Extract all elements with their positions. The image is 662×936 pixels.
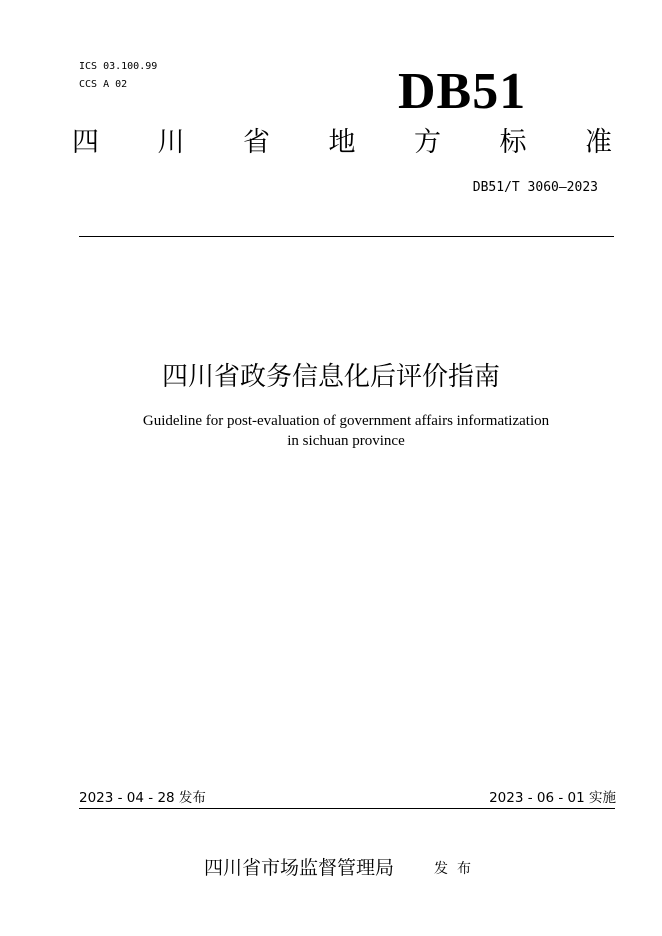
standard-type-char: 省 [243,127,270,158]
document-title-english-line2: in sichuan province [287,433,405,449]
standard-type-char: 标 [499,127,527,158]
standard-type-char: 四 [72,127,99,158]
standard-type-char: 地 [328,127,356,158]
standard-number: DB51/T 3060—2023 [472,180,598,195]
publisher-name: 四川省市场监督管理局 [204,857,395,879]
publish-label: 发布 [434,861,480,877]
standard-type-char: 方 [414,127,441,158]
document-title-chinese: 四川省政务信息化后评价指南 [161,362,500,392]
standard-type-char: 川 [157,127,185,158]
header-divider [79,236,614,237]
ics-code: ICS 03.100.99 [79,61,158,72]
implementation-date: 2023 - 06 - 01 实施 [489,790,616,806]
ccs-code: CCS A 02 [79,79,128,90]
standard-type-char: 准 [585,127,612,158]
document-title-english-line1: Guideline for post-evaluation of government affairs informatization [142,413,550,429]
release-date: 2023 - 04 - 28 发布 [79,790,206,806]
standard-type-heading [72,127,612,159]
standard-logo: DB51 [398,63,527,120]
footer-divider [79,808,615,809]
